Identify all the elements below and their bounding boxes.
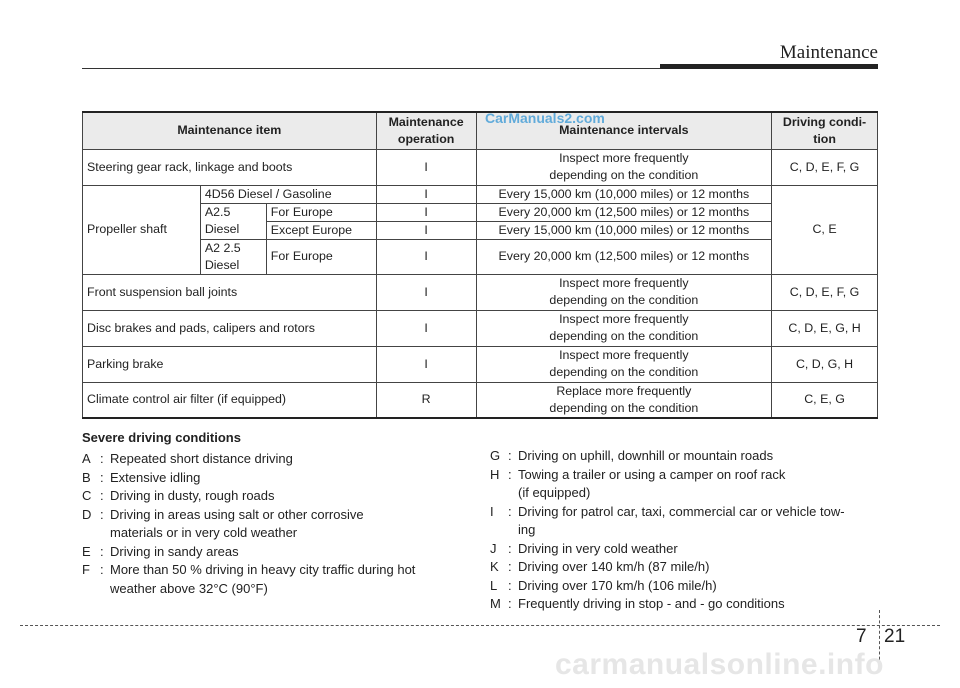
table-row [83,382,878,418]
header-rule-accent [660,64,878,69]
table-row [83,274,878,310]
row-item: Disc brakes and pads, calipers and rotors [83,310,377,346]
header-maintenance-operation: Maintenance operation [376,112,476,149]
row-driving-condition: C, D, E, F, G [772,274,878,310]
table-row [83,346,878,382]
row-operation: I [376,310,476,346]
row-interval: Replace more frequently depending on the condition [476,382,772,418]
region: For Europe [266,239,376,274]
table-row [83,310,878,346]
table-row [83,203,878,221]
watermark-footer: carmanualsonline.info [555,648,884,681]
row-item: Front suspension ball joints [83,274,377,310]
condition-item: F : More than 50 % driving in heavy city traffic during hot weather above 32°C (90°F) [82,562,416,596]
conditions-list-left [82,450,482,598]
row-interval: Every 15,000 km (10,000 miles) or 12 months [476,185,772,203]
severe-conditions-heading: Severe driving conditions [82,430,241,445]
row-driving-condition: C, D, E, F, G [772,149,878,185]
row-interval: Every 20,000 km (12,500 miles) or 12 months [476,239,772,274]
chapter-number: 7 [856,626,867,647]
row-interval: Every 15,000 km (10,000 miles) or 12 months [476,221,772,239]
header-maintenance-item: Maintenance item [83,112,377,149]
condition-item: B : Extensive idling [82,469,201,485]
row-item: Propeller shaft [83,185,201,274]
page-number: 21 [884,626,906,647]
region: Except Europe [266,221,376,239]
maintenance-table [82,111,878,419]
engine-variant: A2.5 Diesel [200,203,266,239]
condition-item: L : Driving over 170 km/h (106 mile/h) [490,577,717,593]
table-row [83,239,878,274]
condition-item: J : Driving in very cold weather [490,540,678,556]
engine-variant: 4D56 Diesel / Gasoline [200,185,376,203]
row-interval: Every 20,000 km (12,500 miles) or 12 months [476,203,772,221]
row-operation: I [376,203,476,221]
row-operation: I [376,149,476,185]
conditions-list-right [490,447,880,614]
row-item: Parking brake [83,346,377,382]
condition-item: K : Driving over 140 km/h (87 mile/h) [490,559,710,574]
row-driving-condition: C, D, G, H [772,346,878,382]
condition-item: G : Driving on uphill, downhill or mountain roads [490,448,774,463]
condition-item: D : Driving in areas using salt or other corrosive materials or in very cold weather [82,506,364,540]
row-operation: I [376,274,476,310]
table-row [83,149,878,185]
row-interval: Inspect more frequently depending on the condition [476,149,772,185]
row-driving-condition: C, D, E, G, H [772,310,878,346]
row-driving-condition: C, E [772,185,878,274]
condition-item: C : Driving in dusty, rough roads [82,488,275,503]
table-header-row [83,112,878,149]
row-operation: I [376,346,476,382]
condition-item: H : Towing a trailer or using a camper on roof rack (if equipped) [490,466,786,500]
page-header-title: Maintenance [779,42,878,63]
header-rule [82,68,660,69]
condition-item: M : Frequently driving in stop - and - go conditions [490,596,785,611]
header-driving-condition: Driving condi- tion [772,112,878,149]
footer-divider [20,625,940,626]
watermark-logo: CarManuals2.com [485,110,605,126]
header-maintenance-intervals: Maintenance intervals [476,112,772,149]
row-interval: Inspect more frequently depending on the condition [476,274,772,310]
row-interval: Inspect more frequently depending on the condition [476,310,772,346]
table-row [83,185,878,203]
row-operation: R [376,382,476,418]
condition-item: I : Driving for patrol car, taxi, commercial car or vehicle tow- ing [490,503,845,537]
row-item: Steering gear rack, linkage and boots [83,149,377,185]
row-operation: I [376,185,476,203]
condition-item: E : Driving in sandy areas [82,543,239,559]
region: For Europe [266,203,376,221]
row-item: Climate control air filter (if equipped) [83,382,377,418]
condition-item: A : Repeated short distance driving [82,451,293,466]
row-driving-condition: C, E, G [772,382,878,418]
row-interval: Inspect more frequently depending on the condition [476,346,772,382]
row-operation: I [376,239,476,274]
engine-variant: A2 2.5 Diesel [200,239,266,274]
row-operation: I [376,221,476,239]
